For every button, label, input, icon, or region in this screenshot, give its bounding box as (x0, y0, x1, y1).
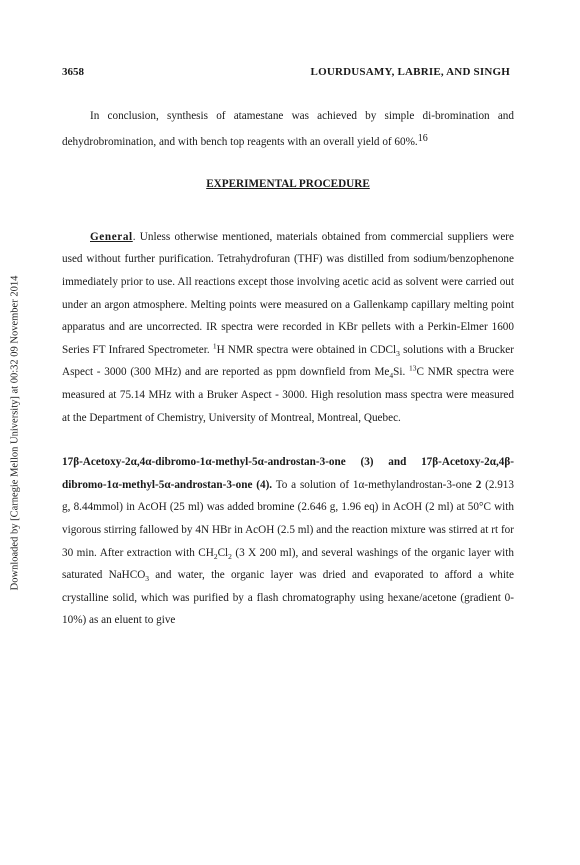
general-text-2: H NMR spectra were obtained in CDCl (216, 343, 397, 356)
exp-text-1: To a solution of 1α-methylandrostan-3-one (272, 478, 476, 491)
reference-16: 16 (417, 132, 428, 144)
h1-superscript: 1 (212, 341, 217, 351)
general-label: General (90, 230, 133, 243)
exp-text-5: and water, the organic layer was dried and evaporated to afford a white crystalline solid, which was purified by a flash chromatography using hexane/acetone (gradient 0-10%) as an eluent to give (62, 569, 514, 627)
cdcl3-subscript: 3 (396, 348, 400, 358)
general-text-1: . Unless otherwise mentioned, materials obtained from commercial suppliers were used without further purification. Tetrahydrofuran (THF) was distilled from sodium/benzophenone immediately prior to use. All reactions except those involving acetic acid as solvent were carried out under an argon atmosphere. Melting points were measured on a Gallenkamp capillary melting point apparatus and are uncorrected. IR spectra were recorded in KBr pellets with a Perkin-Elmer 1600 Series FT Infrared Spectrometer. (62, 230, 514, 356)
nahco3-subscript: 3 (145, 574, 150, 584)
page-body (62, 105, 514, 632)
general-text-5: C NMR spectra were measured at 75.14 MHz with a Bruker Aspect - 3000. High resolution mass spectra were measured at the Department of Chemistry, University of Montreal, Montreal, Quebec. (62, 366, 514, 424)
exp-text-4: (3 X 200 ml), and several washings of the organic layer with saturated NaHCO (62, 546, 514, 582)
compound-number: 2 (475, 478, 482, 491)
section-heading: EXPERIMENTAL PROCEDURE (206, 178, 370, 191)
general-paragraph (62, 226, 514, 429)
ch2-subscript: 2 (213, 551, 218, 561)
general-text-3: solutions with a Brucker Aspect - 3000 (300 MHz) and are reported as ppm downfield from Me (62, 343, 514, 379)
compound-title: 17β-Acetoxy-2α,4α-dibromo-1α-methyl-5α-androstan-3-one (3) and 17β-Acetoxy-2α,4β-dibromo-1α-methyl-5α-androstan-3-one (4). (62, 456, 514, 491)
download-watermark (6, 233, 24, 633)
conclusion-paragraph (62, 105, 514, 153)
c13-superscript: 13 (408, 363, 417, 373)
cl2-subscript: 2 (228, 551, 232, 561)
experimental-paragraph (62, 451, 514, 632)
conclusion-text: In conclusion, synthesis of atamestane was achieved by simple di-bromination and dehydrobromination, and with bench top reagents with an overall yield of 60%. (62, 110, 514, 148)
page-number: 3658 (62, 66, 84, 78)
me4si-subscript: 4 (389, 371, 394, 381)
general-text-4: Si. (393, 366, 409, 379)
exp-text-3: Cl (217, 546, 229, 559)
running-authors: LOURDUSAMY, LABRIE, AND SINGH (310, 66, 510, 78)
exp-text-2: (2.913 g, 8.44mmol) in AcOH (25 ml) was added bromine (2.646 g, 1.96 eq) in AcOH (2 ml) at 50°C with vigorous stirring fallowed by 4N HBr in AcOH (2.5 ml) and the reaction mixture was stirred at rt for 30 min. After extraction with CH (62, 478, 514, 559)
download-watermark-text: Downloaded by [Carnegie Mellon University] at 00:32 09 November 2014 (9, 275, 21, 591)
